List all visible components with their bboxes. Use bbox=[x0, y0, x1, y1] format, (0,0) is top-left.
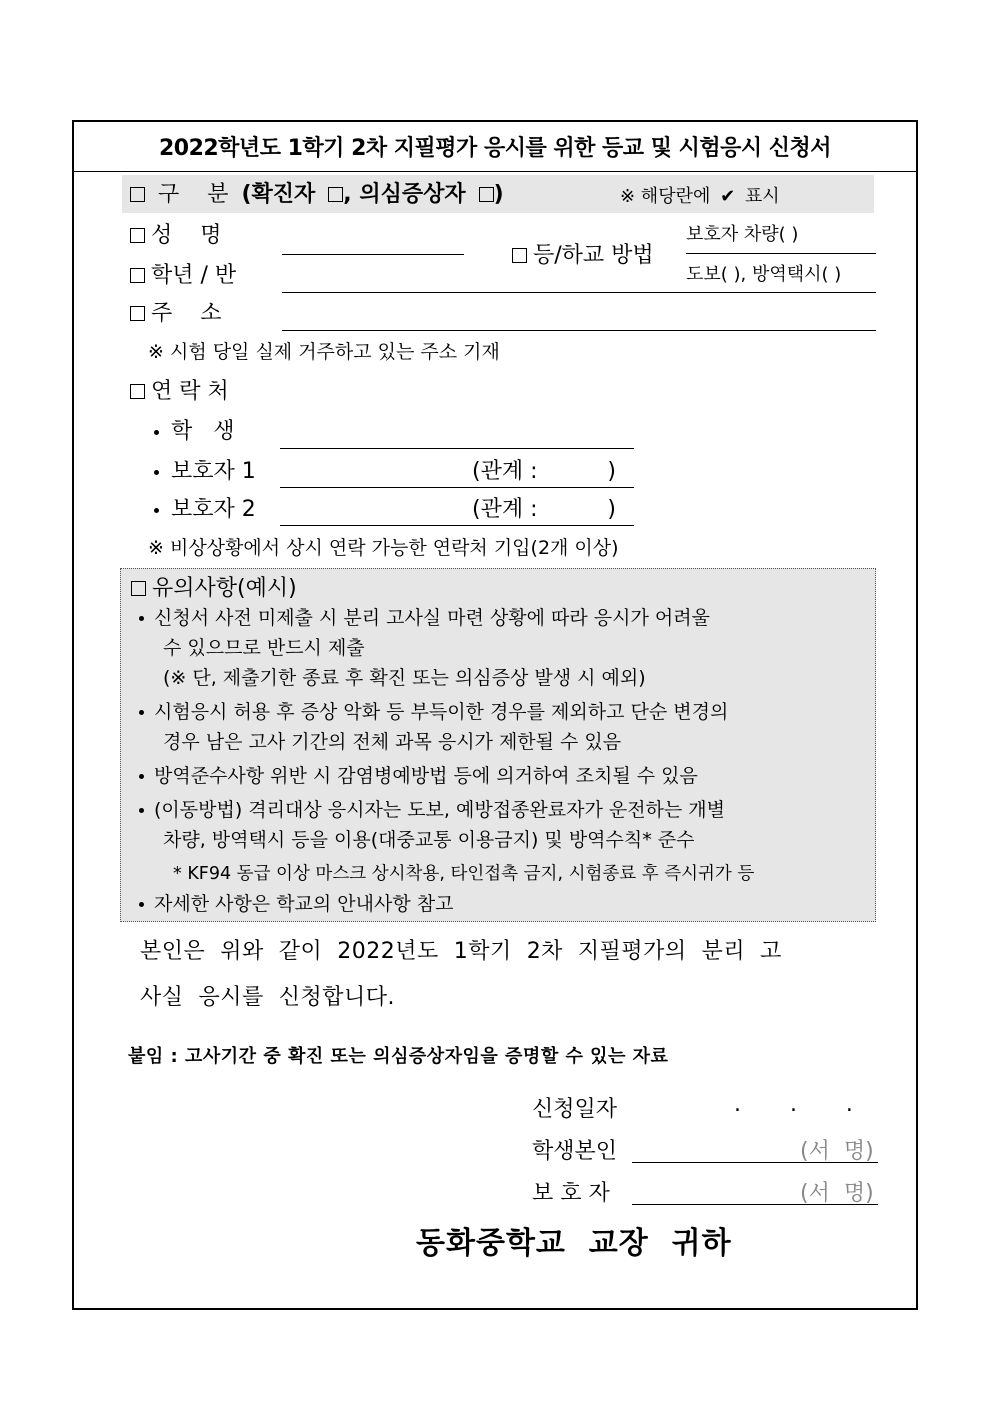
category-option-confirmed: (확진자 bbox=[241, 182, 316, 207]
guardian1-relation: (관계 : ) bbox=[472, 459, 617, 484]
contact-guardian2 bbox=[154, 492, 256, 523]
attachment-note: 붙임 : 고사기간 중 확진 또는 의심증상자임을 증명할 수 있는 자료 bbox=[128, 1046, 669, 1067]
guardian1-label: 보호자 1 bbox=[171, 459, 256, 484]
contact-checkbox[interactable] bbox=[130, 384, 145, 399]
address-field[interactable] bbox=[282, 330, 876, 331]
notice-item bbox=[139, 889, 453, 919]
address-checkbox[interactable] bbox=[130, 306, 145, 321]
notice-text: 시험응시 허용 후 증상 악화 등 부득이한 경우를 제외하고 단순 변경의 bbox=[154, 701, 729, 723]
suspected-checkbox[interactable] bbox=[479, 187, 494, 202]
check-mark-icon: ✔ bbox=[720, 186, 736, 207]
name-field[interactable] bbox=[282, 254, 464, 255]
commute-row bbox=[512, 238, 654, 269]
guardian2-label: 보호자 2 bbox=[171, 497, 256, 522]
commute-label: 등/하교 방법 bbox=[533, 243, 654, 268]
bullet-icon bbox=[154, 470, 159, 475]
bullet-icon bbox=[154, 508, 159, 513]
declaration-line1: 본인은 위와 같이 2022년도 1학기 2차 지필평가의 분리 고 bbox=[140, 939, 782, 964]
student-sign-field[interactable] bbox=[632, 1162, 878, 1163]
grade-field[interactable] bbox=[282, 292, 876, 293]
address-label: 주 소 bbox=[151, 301, 222, 326]
notice-item bbox=[139, 795, 725, 825]
guardian-sign-label: 보 호 자 bbox=[532, 1181, 610, 1206]
notice-heading-row bbox=[131, 571, 297, 602]
name-label: 성 명 bbox=[151, 223, 222, 248]
category-note-suffix: 표시 bbox=[744, 186, 780, 207]
grade-row bbox=[130, 258, 236, 289]
date-label: 신청일자 bbox=[532, 1097, 618, 1122]
grade-checkbox[interactable] bbox=[130, 268, 145, 283]
notice-text: (이동방법) 격리대상 응시자는 도보, 예방접종완료자가 운전하는 개별 bbox=[154, 799, 726, 821]
bullet-icon bbox=[139, 808, 144, 813]
category-note-prefix: ※ 해당란에 bbox=[620, 186, 711, 207]
grade-label: 학년 / 반 bbox=[151, 263, 237, 288]
student-sign-label: 학생본인 bbox=[532, 1139, 618, 1164]
name-row bbox=[130, 218, 221, 249]
notice-item-cont: 수 있으므로 반드시 제출 bbox=[163, 637, 365, 659]
bullet-icon bbox=[139, 774, 144, 779]
commute-divider bbox=[686, 253, 876, 254]
notice-item-cont: (※ 단, 제출기한 종료 후 확진 또는 의심증상 발생 시 예외) bbox=[163, 667, 646, 689]
notice-item-cont: 차량, 방역택시 등을 이용(대중교통 이용금지) 및 방역수칙* 준수 bbox=[163, 829, 695, 851]
notice-text: 자세한 사항은 학교의 안내사항 참고 bbox=[154, 893, 454, 915]
notice-heading: 유의사항(예시) bbox=[152, 576, 297, 601]
address-row bbox=[130, 296, 221, 327]
name-checkbox[interactable] bbox=[130, 228, 145, 243]
address-note: ※ 시험 당일 실제 거주하고 있는 주소 기재 bbox=[148, 341, 500, 363]
contact-student-label: 학 생 bbox=[171, 419, 235, 444]
bullet-icon bbox=[154, 430, 159, 435]
student-phone-field[interactable] bbox=[280, 448, 634, 449]
student-sign-placeholder: (서 명) bbox=[800, 1139, 874, 1164]
notice-checkbox[interactable] bbox=[131, 581, 146, 596]
bullet-icon bbox=[139, 616, 144, 621]
guardian-sign-field[interactable] bbox=[632, 1204, 878, 1205]
notice-box bbox=[120, 568, 876, 922]
notice-footnote: * KF94 동급 이상 마스크 상시착용, 타인접촉 금지, 시험종료 후 즉시귀가 등 bbox=[173, 864, 755, 884]
guardian1-phone-field[interactable] bbox=[280, 487, 634, 488]
addressee: 동화중학교 교장 귀하 bbox=[416, 1226, 732, 1261]
date-field[interactable]: . . . bbox=[734, 1092, 853, 1117]
bullet-icon bbox=[139, 902, 144, 907]
notice-item-cont: 경우 남은 고사 기간의 전체 과목 응시가 제한될 수 있음 bbox=[163, 731, 622, 753]
notice-item bbox=[139, 603, 710, 633]
guardian2-relation: (관계 : ) bbox=[472, 497, 617, 522]
contact-student bbox=[154, 414, 234, 445]
category-option-suspected: , 의심증상자 bbox=[343, 182, 466, 207]
category-option-close: ) bbox=[493, 182, 504, 207]
category-checkbox[interactable] bbox=[130, 187, 145, 202]
commute-checkbox[interactable] bbox=[512, 248, 527, 263]
commute-option-car: 보호자 차량( ) bbox=[686, 224, 799, 245]
notice-text: 신청서 사전 미제출 시 분리 고사실 마련 상황에 따라 응시가 어려울 bbox=[154, 607, 710, 629]
category-note bbox=[620, 182, 780, 208]
category-label: 구 분 bbox=[158, 182, 229, 207]
contact-note: ※ 비상상황에서 상시 연락 가능한 연락처 기입(2개 이상) bbox=[148, 537, 619, 559]
notice-item bbox=[139, 761, 698, 791]
contact-row bbox=[130, 374, 229, 405]
commute-option-walk: 도보( ), 방역택시( ) bbox=[686, 264, 842, 285]
notice-item bbox=[139, 697, 728, 727]
contact-label: 연 락 처 bbox=[151, 379, 229, 404]
notice-text: 방역준수사항 위반 시 감염병예방법 등에 의거하여 조치될 수 있음 bbox=[154, 765, 698, 787]
confirmed-checkbox[interactable] bbox=[328, 187, 343, 202]
declaration-line2: 사실 응시를 신청합니다. bbox=[140, 985, 395, 1010]
bullet-icon bbox=[139, 710, 144, 715]
guardian-sign-placeholder: (서 명) bbox=[800, 1181, 874, 1206]
guardian2-phone-field[interactable] bbox=[280, 525, 634, 526]
category-row bbox=[130, 177, 504, 208]
form-title: 2022학년도 1학기 2차 지필평가 응시를 위한 등교 및 시험응시 신청서 bbox=[74, 122, 916, 172]
contact-guardian1 bbox=[154, 454, 256, 485]
application-form bbox=[72, 120, 918, 1310]
